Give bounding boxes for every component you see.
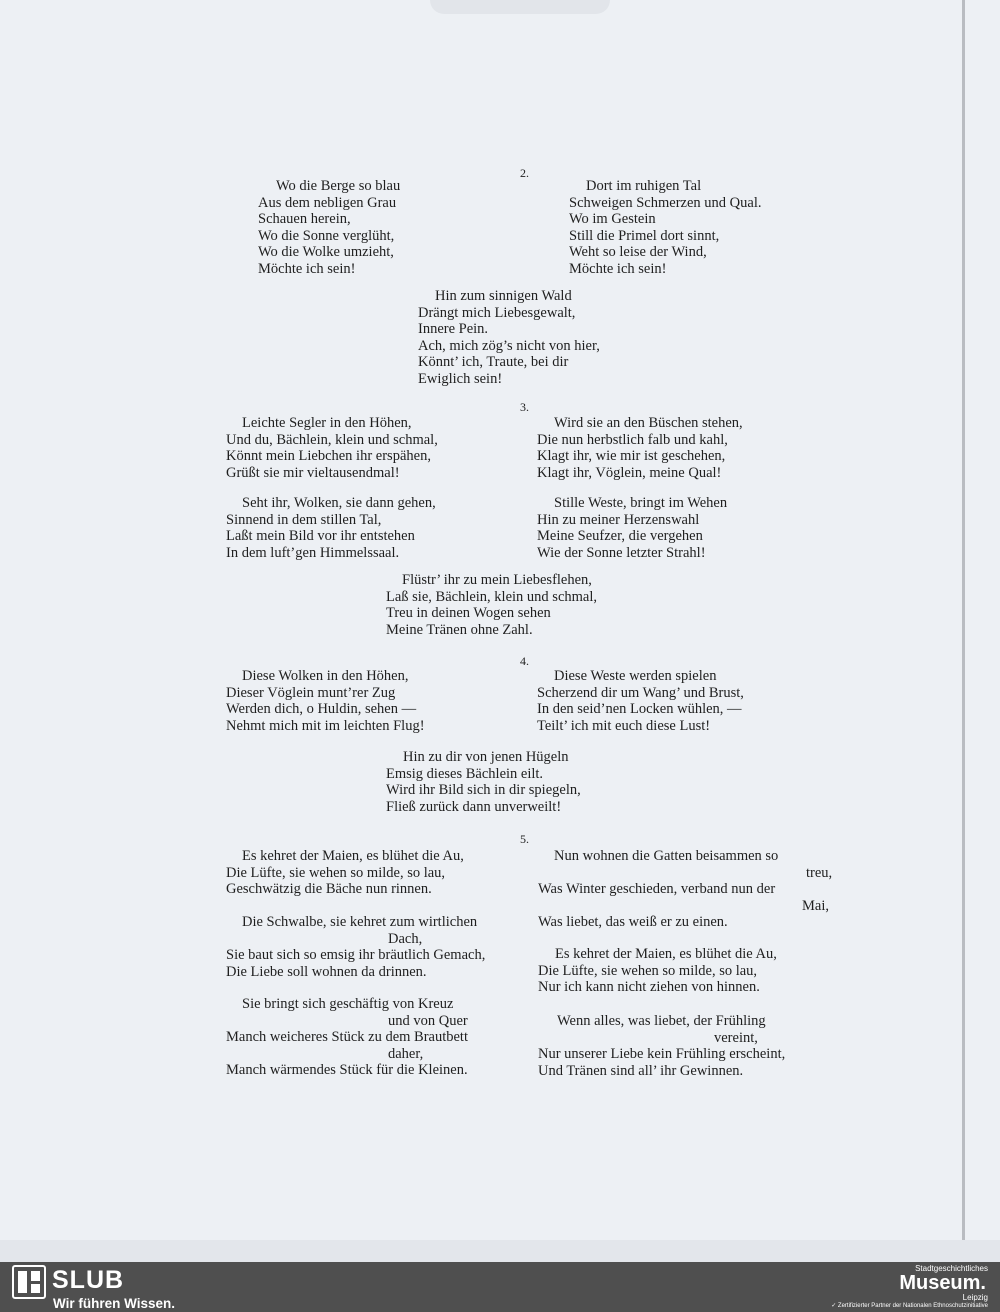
verse-line-left: Werden dich, o Huldin, sehen —: [226, 701, 417, 717]
page-edge: [962, 0, 965, 1262]
verse-line-left: Dieser Vöglein munt’rer Zug: [226, 684, 396, 701]
verse-line-right: Teilt’ ich mit euch diese Lust!: [537, 717, 711, 734]
verse-line-left: Manch wärmendes Stück für die Kleinen.: [226, 1062, 468, 1078]
verse-line-left: Die Lüfte, sie wehen so milde, so lau,: [226, 864, 446, 881]
verse-line-left: Und du, Bächlein, klein und schmal,: [226, 431, 438, 448]
verse-line-left: Die Liebe soll wohnen da drinnen.: [226, 963, 427, 980]
verse-line-center: Ach, mich zög’s nicht von hier,: [418, 337, 600, 354]
verse-line-right: Es kehret der Maien, es blühet die Au,: [555, 946, 777, 962]
slub-title[interactable]: SLUB: [52, 1266, 125, 1294]
museum-note: ✓ Zertifizierter Partner der Nationalen Ethnoschutzinitiative: [831, 1303, 988, 1309]
verse-line-right: Klagt ihr, wie mir ist geschehen,: [537, 448, 726, 464]
verse-line-right: Stille Weste, bringt im Wehen: [554, 495, 728, 511]
verse-line-right: Die nun herbstlich falb und kahl,: [537, 431, 728, 448]
section-number: 3.: [520, 400, 529, 414]
verse-line-left: Sie bringt sich geschäftig von Kreuz: [242, 996, 454, 1012]
verse-line-left: daher,: [388, 1045, 424, 1062]
verse-line-center: Drängt mich Liebesgewalt,: [418, 304, 576, 321]
verse-line-right: In den seid’nen Locken wühlen, —: [537, 701, 742, 717]
verse-line-left: Leichte Segler in den Höhen,: [242, 415, 412, 431]
verse-line-right: Klagt ihr, Vöglein, meine Qual!: [537, 464, 722, 481]
section-number: 5.: [520, 832, 529, 846]
verse-line-left: Sie baut sich so emsig ihr bräutlich Gemach,: [226, 947, 486, 963]
verse-line-center: Laß sie, Bächlein, klein und schmal,: [386, 588, 598, 605]
verse-line-center: Hin zum sinnigen Wald: [435, 288, 572, 304]
verse-line-center: Fließ zurück dann unverweilt!: [386, 798, 562, 815]
museum-city: Leipzig: [962, 1293, 988, 1302]
verse-line-right: Wenn alles, was liebet, der Frühling: [557, 1013, 766, 1029]
verse-line-left: Grüßt sie mir vieltausendmal!: [226, 464, 400, 481]
verse-line-right: Und Tränen sind all’ ihr Gewinnen.: [538, 1062, 744, 1079]
verse-line-right: Still die Primel dort sinnt,: [569, 227, 720, 244]
verse-line-right: Möchte ich sein!: [569, 260, 667, 277]
verse-line-right: Meine Seufzer, die vergehen: [537, 528, 703, 544]
verse-line-center: Könnt’ ich, Traute, bei dir: [418, 354, 569, 370]
verse-line-center: Treu in deinen Wogen sehen: [386, 605, 551, 621]
verse-line-left: und von Quer: [388, 1012, 468, 1029]
verse-line-center: Ewiglich sein!: [418, 370, 503, 387]
verse-line-left: Dach,: [388, 930, 423, 947]
verse-line-left: Diese Wolken in den Höhen,: [242, 668, 409, 684]
verse-line-left: Laßt mein Bild vor ihr entstehen: [226, 528, 415, 544]
verse-line-right: Die Lüfte, sie wehen so milde, so lau,: [538, 962, 758, 979]
verse-line-right: Dort im ruhigen Tal: [586, 178, 702, 194]
verse-line-right: Hin zu meiner Herzenswahl: [537, 511, 700, 528]
verse-line-right: Nur unserer Liebe kein Frühling erscheint,: [538, 1046, 786, 1062]
verse-line-left: Könnt mein Liebchen ihr erspähen,: [226, 448, 431, 464]
verse-line-left: Wo die Wolke umzieht,: [258, 244, 394, 260]
museum-top-text: Stadtgeschichtliches: [915, 1264, 988, 1273]
verse-line-right: vereint,: [714, 1029, 758, 1046]
verse-line-left: Wo die Sonne verglüht,: [258, 227, 395, 244]
verse-line-right: Weht so leise der Wind,: [569, 244, 707, 260]
verse-line-center: Wird ihr Bild sich in dir spiegeln,: [386, 782, 581, 798]
verse-line-right: Was Winter geschieden, verband nun der: [538, 881, 776, 897]
verse-line-center: Innere Pein.: [418, 321, 489, 337]
verse-line-left: In dem luft’gen Himmelssaal.: [226, 544, 400, 561]
verse-line-right: Nur ich kann nicht ziehen von hinnen.: [538, 979, 760, 995]
section-number: 4.: [520, 654, 529, 668]
verse-line-right: Wie der Sonne letzter Strahl!: [537, 544, 706, 561]
verse-line-left: Möchte ich sein!: [258, 260, 356, 277]
verse-line-right: Wo im Gestein: [569, 211, 656, 227]
page-bottom-fold: [0, 1240, 1000, 1262]
verse-line-right: Wird sie an den Büschen stehen,: [554, 415, 743, 431]
section-number: 2.: [520, 166, 529, 180]
slub-subtitle: Wir führen Wissen.: [53, 1296, 176, 1311]
verse-line-left: Schauen herein,: [258, 211, 351, 227]
verse-line-left: Es kehret der Maien, es blühet die Au,: [242, 848, 464, 864]
verse-line-center: Meine Tränen ohne Zahl.: [386, 621, 533, 638]
verse-line-right: Nun wohnen die Gatten beisammen so: [554, 848, 779, 864]
verse-line-center: Flüstr’ ihr zu mein Liebesflehen,: [402, 572, 592, 588]
verse-line-left: Die Schwalbe, sie kehret zum wirtlichen: [242, 914, 478, 930]
verse-line-left: Manch weicheres Stück zu dem Brautbett: [226, 1029, 468, 1045]
verse-line-right: treu,: [806, 864, 833, 881]
verse-line-right: Scherzend dir um Wang’ und Brust,: [537, 684, 744, 701]
verse-line-right: Mai,: [802, 897, 829, 914]
verse-line-left: Nehmt mich mit im leichten Flug!: [226, 717, 425, 734]
verse-line-left: Sinnend in dem stillen Tal,: [226, 511, 382, 528]
verse-line-left: Aus dem nebligen Grau: [258, 194, 397, 211]
verse-line-right: Schweigen Schmerzen und Qual.: [569, 194, 762, 211]
verse-line-center: Emsig dieses Bächlein eilt.: [386, 765, 544, 782]
museum-name[interactable]: Museum.: [899, 1272, 986, 1294]
verse-line-left: Geschwätzig die Bäche nun rinnen.: [226, 881, 432, 897]
verse-line-right: Was liebet, das weiß er zu einen.: [538, 914, 728, 930]
verse-line-left: Wo die Berge so blau: [276, 178, 401, 194]
page-fold-shadow: [430, 0, 610, 14]
verse-line-right: Diese Weste werden spielen: [554, 668, 717, 684]
verse-line-center: Hin zu dir von jenen Hügeln: [403, 749, 569, 765]
verse-line-left: Seht ihr, Wolken, sie dann gehen,: [242, 495, 436, 511]
slub-logo-icon[interactable]: [12, 1265, 46, 1299]
